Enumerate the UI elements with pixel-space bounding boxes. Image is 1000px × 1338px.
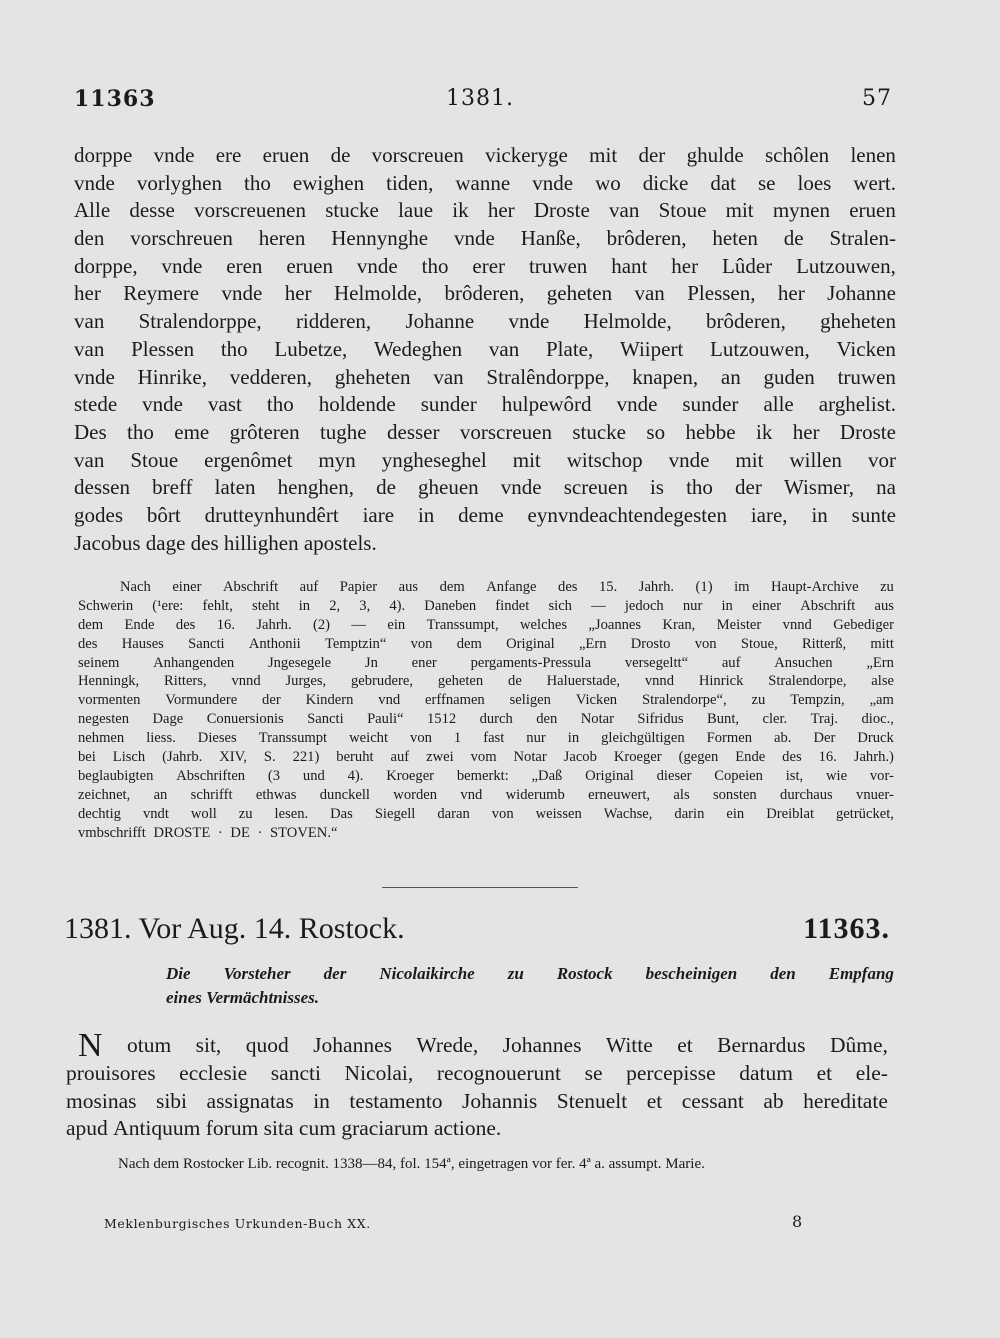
latin-line: N otum sit, quod Johannes Wrede, Johannes Witte et Bernardus Dûme, — [78, 1027, 888, 1064]
note-line: negesten Dage Conuersionis Sancti Pauli“ 1512 durch den Notar Sifridus Bunt, cler. Traj. dioc., — [78, 711, 894, 728]
section-divider — [382, 887, 578, 888]
text-line: Jacobus dage des hillighen apostels. — [74, 530, 377, 555]
latin-line: apud Antiquum forum sita cum graciarum actione. — [66, 1116, 502, 1141]
note-line: dem Ende des 16. Jahrh. (2) — ein Transsumpt, welches „Joannes Kran, Meister vnnd Gebediger — [78, 616, 894, 633]
note-line: beglaubigten Abschriften (3 und 4). Kroeger bemerkt: „Daß Original dieser Copeien ist, wie vor- — [78, 767, 894, 784]
header-document-number: 11363 — [74, 86, 156, 112]
page-number: 57 — [862, 86, 892, 111]
summary-line: Die Vorsteher der Nicolaikirche zu Rostock bescheinigen den Empfang — [166, 964, 894, 983]
footer-series-title: Meklenburgisches Urkunden-Buch XX. — [104, 1216, 371, 1231]
summary-line: eines Vermächtnisses. — [166, 988, 320, 1007]
note-line: Henningk, Ritters, vnnd Jurges, gebrudere, geheten de Haluerstade, vnnd Hinrick Stralendorpe, alse — [78, 673, 894, 690]
note-line: Nach einer Abschrift auf Papier aus dem Anfange des 15. Jahrh. (1) im Haupt-Archive zu — [120, 579, 894, 595]
text-line: van Plessen tho Lubetze, Wedeghen van Plate, Wiipert Lutzouwen, Vicken — [74, 336, 896, 361]
note-line: Schwerin (¹ere: fehlt, steht in 2, 3, 4). Daneben findet sich — jedoch nur in einer Abschrift aus — [78, 597, 894, 614]
text-line: van Stoue ergenômet myn yngheseghel mit witschop vnde mit willen vor — [74, 447, 896, 472]
charter-text — [74, 142, 896, 557]
header-year: 1381. — [446, 86, 514, 111]
text-line: stede vnde vast tho holdende sunder hulpewôrd vnde sunder alle arghelist. — [74, 392, 896, 417]
document-number: 11363. — [803, 912, 890, 945]
latin-line: mosinas sibi assignatas in testamento Johannis Stenuelt et cessant ab hereditate — [66, 1088, 888, 1113]
document-summary — [166, 962, 894, 1010]
latin-text — [66, 1027, 888, 1143]
text-line: Des tho eme grôteren tughe desser vorscreuen stucke so hebbe ik her Droste — [74, 419, 896, 444]
note-line: zeichnet, an schrifft ethwas dunckell worden vnd widerumb erneuwert, als sonsten durchaus vnuer- — [78, 786, 894, 803]
note-line: nehmen liess. Dieses Transsumpt weicht von 1 fast nur in gleichgültigen Formen ab. Der Druck — [78, 730, 894, 747]
note-line: seinem Anhangenden Jngesegele Jn ener pergaments-Pressula versegeltt“ auf Ansuchen „Ern — [78, 654, 894, 671]
note-line: vormenten Vormundere der Kindern vnd erffnamen seligen Vicken Stralendorpe“, zu Tempzin, „am — [78, 692, 894, 709]
text-line: dessen breff laten henghen, de gheuen vnde screuen is tho der Wismer, na — [74, 475, 896, 500]
text-line: dorppe, vnde eren eruen vnde tho erer truwen hant her Lûder Lutzouwen, — [74, 253, 896, 278]
note-line: bei Lisch (Jahrb. XIV, S. 221) beruht auf zwei vom Notar Jacob Kroeger (gegen Ende des 16. Jahrh.) — [78, 749, 894, 766]
editorial-note — [78, 578, 894, 842]
text-line: vnde vorlyghen tho ewighen tiden, wanne vnde wo dicke dat se loes wert. — [74, 170, 896, 195]
footer-sheet-number: 8 — [792, 1212, 803, 1231]
text-line: den vorschreuen heren Hennynghe vnde Hanße, brôderen, heten de Stralen- — [74, 226, 896, 251]
note-line: vmbschrifft DROSTE · DE · STOVEN.“ — [78, 824, 338, 841]
initial-letter: N — [78, 1027, 103, 1064]
document-date-place: 1381. Vor Aug. 14. Rostock. — [64, 912, 405, 945]
text-line: her Reymere vnde her Helmolde, brôderen, geheten van Plessen, her Johanne — [74, 281, 896, 306]
text-line: Alle desse vorscreuenen stucke laue ik her Droste van Stoue mit mynen eruen — [74, 198, 896, 223]
note-line: des Hauses Sancti Anthonii Temptzin“ von dem Original „Ern Drosto von Stoue, Ritterß, mitt — [78, 635, 894, 652]
text-line: dorppe vnde ere eruen de vorscreuen vickeryge mit der ghulde schôlen lenen — [74, 143, 896, 167]
note-line: dechtig vndt woll zu lesen. Das Siegell daran von weissen Wachse, darin ein Dreiblat getrücket, — [78, 805, 894, 822]
text-line: van Stralendorppe, ridderen, Johanne vnde Helmolde, brôderen, gheheten — [74, 309, 896, 334]
latin-line: prouisores ecclesie sancti Nicolai, recognouerunt se percepisse datum et ele- — [66, 1060, 888, 1085]
text-line: vnde Hinrike, vedderen, gheheten van Stralêndorppe, knapen, an guden truwen — [74, 364, 896, 389]
text-line: godes bôrt drutteynhundêrt iare in deme eynvndeachtendegesten iare, in sunte — [74, 502, 896, 527]
source-note: Nach dem Rostocker Lib. recognit. 1338—84, fol. 154ª, eingetragen vor fer. 4ª a. assumpt. Marie. — [118, 1156, 705, 1172]
